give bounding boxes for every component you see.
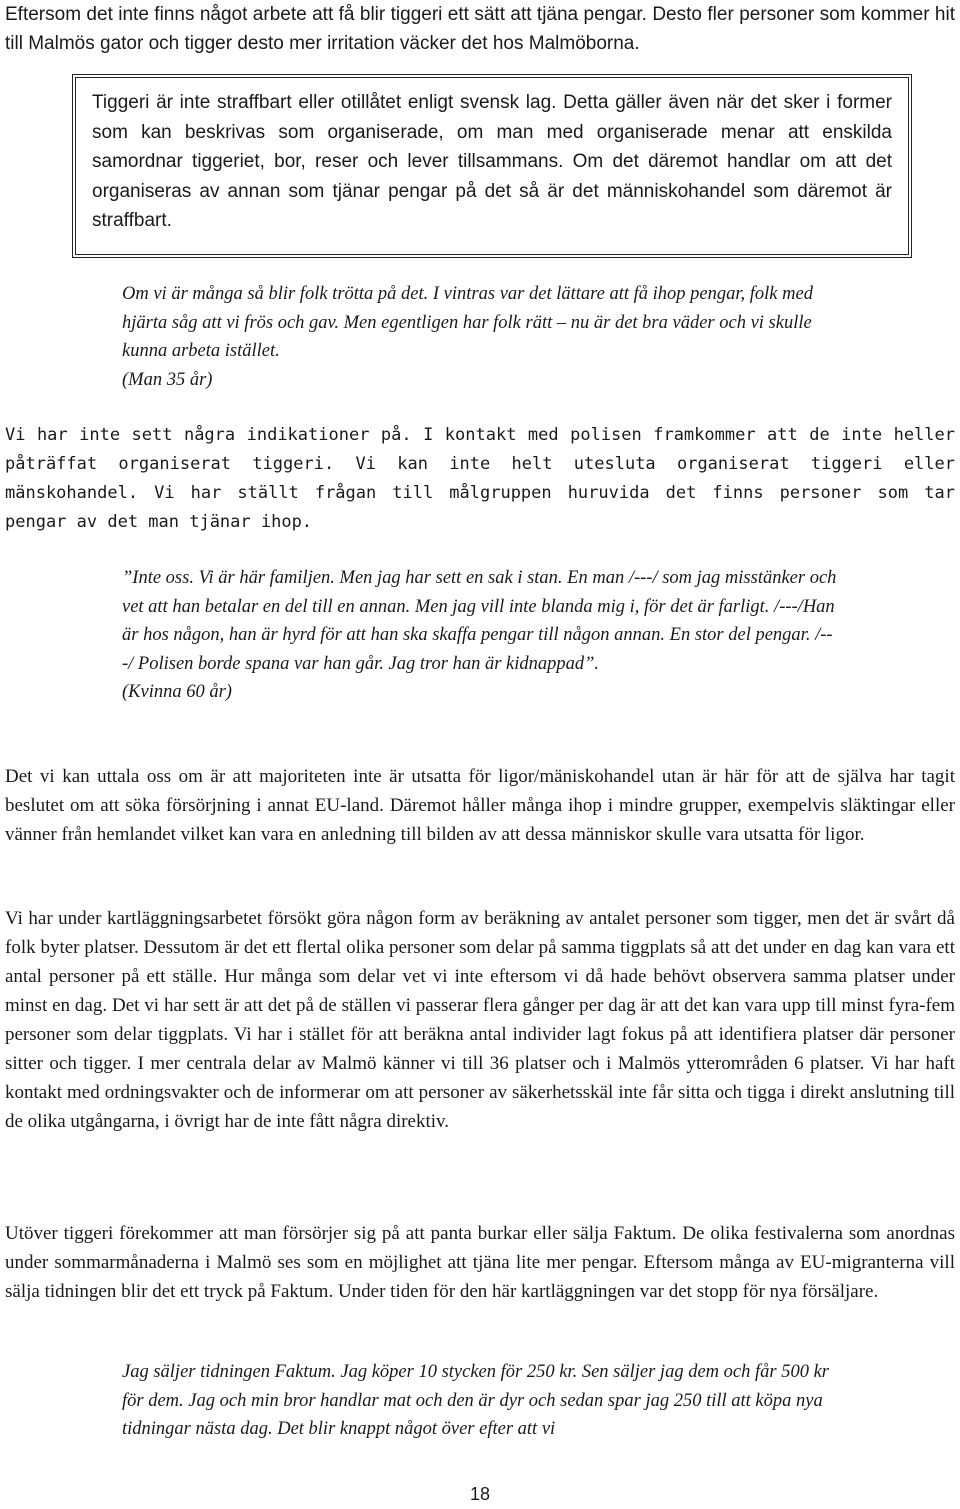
quote-text: Om vi är många så blir folk trötta på det. I vintras var det lättare att få ihop pengar, folk med hjärta såg att vi frös och gav. Men egentligen har folk rätt – nu är det bra väder och vi skulle kunna arbeta istället.: [122, 284, 813, 361]
quote-woman-60: [122, 564, 840, 707]
intro-paragraph: Eftersom det inte finns något arbete att få blir tiggeri ett sätt att tjäna pengar. Desto fler personer som kommer hit till Malmös gator och tigger desto mer irritation väcker det hos Malmöborna.: [5, 4, 955, 54]
paragraph-faktum: Utöver tiggeri förekommer att man försörjer sig på att panta burkar eller sälja Faktum. De olika festivalerna som anordnas under sommarmånaderna i Malmö ses som en möjlighet att tjäna lite mer pengar. Eftersom många av EU-migranterna vill sälja tidningen blir det ett tryck på Faktum. Under tiden för den här kartläggningen var det stopp för nya försäljare.: [5, 1223, 955, 1302]
quote-source: (Kvinna 60 år): [122, 682, 232, 702]
quote-source: (Man 35 år): [122, 369, 213, 390]
page-number: 18: [469, 1484, 491, 1504]
paragraph-indications: Vi har inte sett några indikationer på. I kontakt med polisen framkommer att de inte heller påträffat organiserat tiggeri. Vi kan inte helt utesluta organiserat tiggeri eller mänskohandel. Vi har ställt frågan till målgruppen huruvida det finns personer som tar pengar av det man tjänar ihop.: [5, 425, 955, 532]
quote-text: Jag säljer tidningen Faktum. Jag köper 10 stycken för 250 kr. Sen säljer jag dem och får 500 kr för dem. Jag och min bror handlar mat och den är dyr och sedan spar jag 250 till att köpa nya tidningar nästa dag. Det blir knappt något över efter att vi: [122, 1362, 829, 1439]
quote-text: ”Inte oss. Vi är här familjen. Men jag har sett en sak i stan. En man /---/ som jag misstänker och vet att han betalar en del till en annan. Men jag vill inte blanda mig i, för det är farligt. /---/Han är hos någon, han är hyrd för att han ska skaffa pengar till någon annan. En stor del pengar. /---/ Polisen borde spana var han går. Jag tror han är kidnappad”.: [122, 568, 837, 674]
boxed-legal-note: [72, 74, 912, 258]
quote-faktum-seller: [122, 1358, 840, 1444]
boxed-legal-note-text: Tiggeri är inte straffbart eller otillåtet enligt svensk lag. Detta gäller även när det sker i former som kan beskrivas som organiserade, om man med organiserade menar att enskilda samordnar tiggeriet, bor, reser och lever tillsammans. Om det däremot handlar om att det organiseras av annan som tjänar pengar på det så är det människohandel som däremot är straffbart.: [92, 92, 892, 231]
quote-man-35: [122, 280, 840, 394]
paragraph-mapping: Vi har under kartläggningsarbetet försökt göra någon form av beräkning av antalet personer som tigger, men det är svårt då folk byter platser. Dessutom är det ett flertal olika personer som delar på samma tiggplats så att det under en dag kan vara ett antal personer på ett ställe. Hur många som delar vet vi inte eftersom vi då hade behövt observera samma platser under minst en dag. Det vi har sett är att det på de ställen vi passerar flera gånger per dag är att det kan vara upp till minst fyra-fem personer som delar tiggplats. Vi har i stället för att beräkna antal individer lagt fokus på att identifiera platser där personer sitter och tigger. I mer centrala delar av Malmö känner vi till 36 platser och i Malmös ytterområden 6 platser. Vi har haft kontakt med ordningsvakter och de informerar om att personer av säkerhetsskäl inte får sitta och tigga i direkt anslutning till de olika utgångarna, i övrigt har de inte fått några direktiv.: [5, 908, 955, 1132]
paragraph-majority: Det vi kan uttala oss om är att majoriteten inte är utsatta för ligor/mäniskohandel utan är här för att de själva har tagit beslutet om att söka försörjning i annat EU-land. Däremot håller många ihop i mindre grupper, exempelvis släktingar eller vänner från hemlandet vilket kan vara en anledning till bilden av att dessa människor skulle vara utsatta för ligor.: [5, 766, 955, 845]
